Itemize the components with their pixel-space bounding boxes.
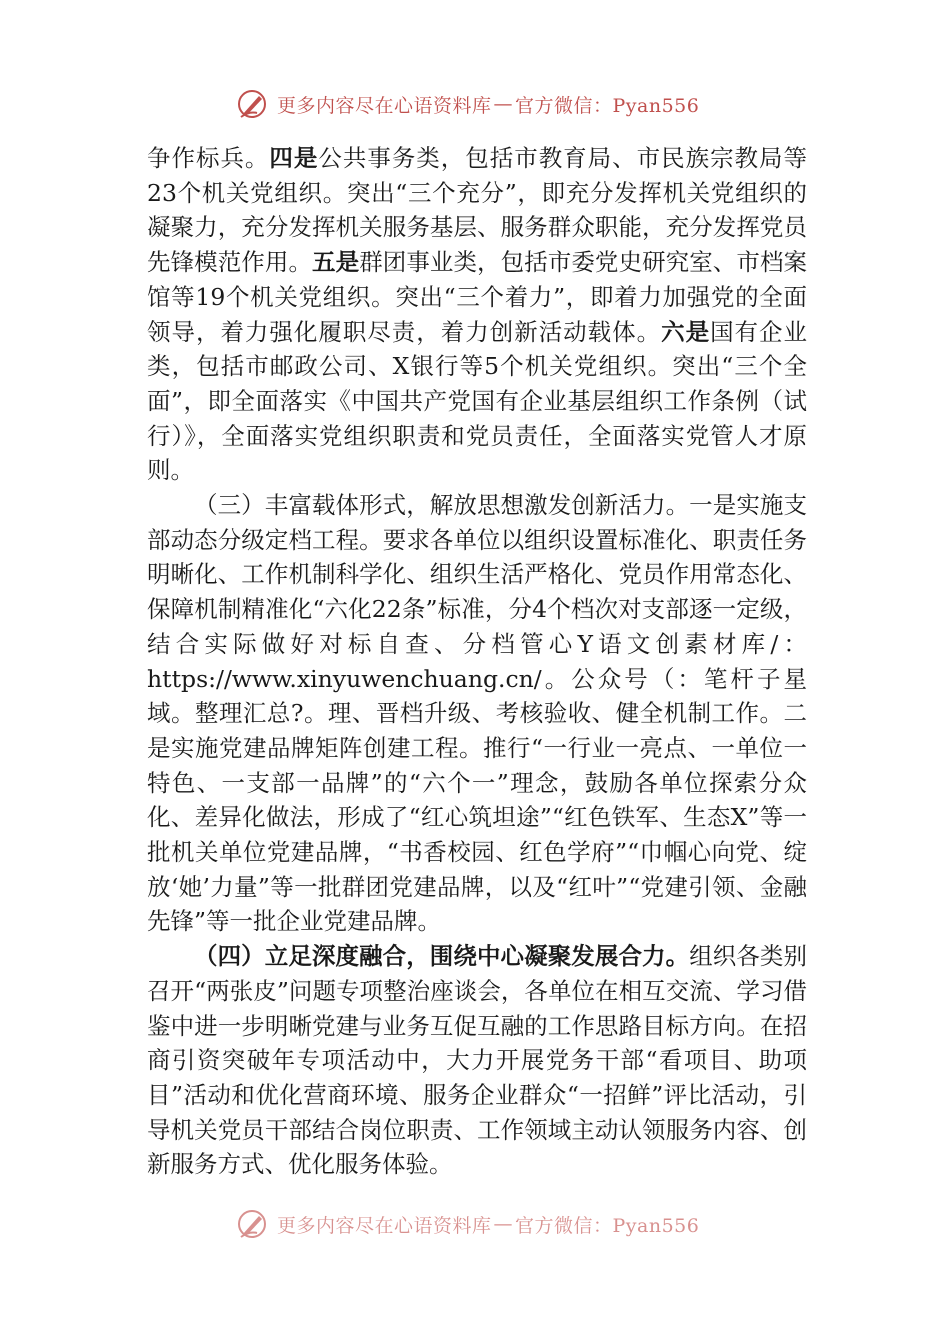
p1-text-3: 群团事业类，包括市委党史研究室、市档案馆等19个机关党组织。突出“三个着力”，即着力加强党的全面领导，着力强化履职尽责，着力创新活动载体。 — [147, 248, 808, 346]
watermark-dash: — — [493, 93, 514, 115]
pen-logo-icon — [235, 87, 269, 121]
p2-text: （三）丰富载体形式，解放思想激发创新活力。一是实施支部动态分级定档工程。要求各单位以组织设置标准化、职责任务明晰化、工作机制科学化、组织生活严格化、党员作用常态化、保障机制精准化“六化22条”标准，分4个档次对支部逐一定级，结合实际做好对标自查、分档管心Y语文创素材库/：https://www.xinyuwenchuang.cn/。公众号（：笔杆子星域。整理汇总?。理、晋档升级、考核验收、健全机制工作。二是实施党建品牌矩阵创建工程。推行“一行业一亮点、一单位一特色、一支部一品牌”的“六个一”理念，鼓励各单位探索分众化、差异化做法，形成了“红心筑坦途”“红色铁军、生态X”等一批机关单位党建品牌，“书香校园、红色学府”“巾帼心向党、绽放‘她’力量”等一批群团党建品牌，以及“红叶”“党建引领、金融先锋”等一批企业党建品牌。 — [147, 491, 807, 936]
watermark-text-suffix: 官方微信：Pyan556 — [515, 1214, 700, 1237]
paragraph-1 — [147, 141, 807, 488]
p1-text-4: 国有企业类，包括市邮政公司、X银行等5个机关党组织。突出“三个全面”，即全面落实《中国共产党国有企业基层组织工作条例（试行）》，全面落实党组织职责和党员责任，全面落实党管人才原则。 — [147, 317, 808, 485]
paragraph-3 — [147, 939, 807, 1182]
header-watermark — [235, 84, 699, 124]
body-text — [147, 141, 807, 1182]
footer-watermark — [235, 1204, 699, 1244]
watermark-text-suffix: 官方微信：Pyan556 — [515, 94, 700, 117]
p1-bold-3: 六是 — [661, 317, 711, 346]
paragraph-2 — [147, 488, 807, 939]
watermark-text-prefix: 更多内容尽在心语资料库 — [277, 1214, 492, 1237]
watermark-dash: — — [493, 1213, 514, 1235]
p3-text: 组织各类别召开“两张皮”问题专项整治座谈会，各单位在相互交流、学习借鉴中进一步明晰党建与业务互促互融的工作思路目标方向。在招商引资突破年专项活动中，大力开展党务干部“看项目、助项目”活动和优化营商环境、服务企业群众“一招鲜”评比活动，引导机关党员干部结合岗位职责、工作领域主动认领服务内容、创新服务方式、优化服务体验。 — [147, 942, 808, 1179]
p1-text-2: 公共事务类，包括市教育局、市民族宗教局等23个机关党组织。突出“三个充分”，即充分发挥机关党组织的凝聚力，充分发挥机关服务基层、服务群众职能，充分发挥党员先锋模范作用。 — [147, 144, 808, 277]
p1-text-1: 争作标兵。 — [147, 144, 270, 172]
pen-logo-icon — [235, 1207, 269, 1241]
watermark-text-prefix: 更多内容尽在心语资料库 — [277, 94, 492, 117]
p1-bold-2: 五是 — [312, 248, 360, 277]
p3-heading: （四）立足深度融合，围绕中心凝聚发展合力。 — [194, 942, 690, 971]
p1-bold-1: 四是 — [269, 144, 319, 172]
